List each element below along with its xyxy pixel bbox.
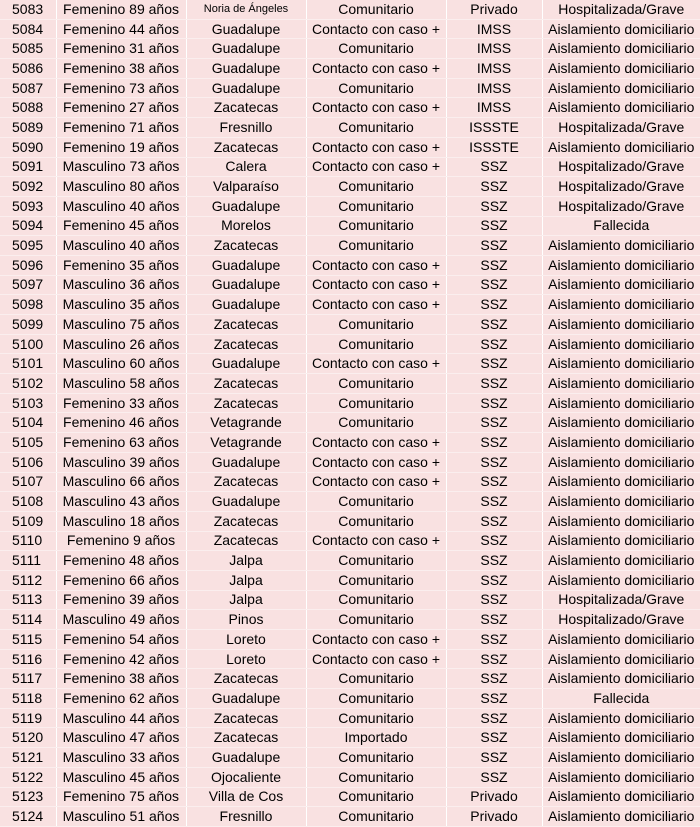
status-cell: Aislamiento domiciliario: [542, 787, 700, 807]
transmission-type-cell: Comunitario: [306, 708, 446, 728]
sex-age-cell: Masculino 51 años: [56, 807, 186, 827]
sex-age-cell: Femenino 45 años: [56, 216, 186, 236]
table-row: [0, 78, 700, 98]
case-id-cell: 5123: [0, 787, 56, 807]
sex-age-cell: Masculino 33 años: [56, 748, 186, 768]
municipality-cell: Ojocaliente: [186, 767, 306, 787]
case-id-cell: 5114: [0, 610, 56, 630]
institution-cell: Privado: [446, 0, 542, 19]
case-id-cell: 5107: [0, 472, 56, 492]
transmission-type-cell: Contacto con caso +: [306, 275, 446, 295]
institution-cell: SSZ: [446, 511, 542, 531]
table-row: [0, 196, 700, 216]
transmission-type-cell: Comunitario: [306, 787, 446, 807]
case-id-cell: 5099: [0, 315, 56, 335]
table-row: [0, 118, 700, 138]
institution-cell: SSZ: [446, 551, 542, 571]
table-row: [0, 19, 700, 39]
transmission-type-cell: Comunitario: [306, 0, 446, 19]
table-row: [0, 157, 700, 177]
status-cell: Aislamiento domiciliario: [542, 393, 700, 413]
status-cell: Aislamiento domiciliario: [542, 472, 700, 492]
sex-age-cell: Masculino 45 años: [56, 767, 186, 787]
table-row: [0, 59, 700, 79]
municipality-cell: Guadalupe: [186, 275, 306, 295]
municipality-cell: Fresnillo: [186, 807, 306, 827]
institution-cell: IMSS: [446, 78, 542, 98]
transmission-type-cell: Contacto con caso +: [306, 531, 446, 551]
municipality-cell: Zacatecas: [186, 531, 306, 551]
institution-cell: Privado: [446, 807, 542, 827]
sex-age-cell: Femenino 38 años: [56, 669, 186, 689]
case-id-cell: 5113: [0, 590, 56, 610]
sex-age-cell: Femenino 19 años: [56, 137, 186, 157]
transmission-type-cell: Comunitario: [306, 39, 446, 59]
transmission-type-cell: Contacto con caso +: [306, 157, 446, 177]
table-row: [0, 393, 700, 413]
table-row: [0, 531, 700, 551]
status-cell: Aislamiento domiciliario: [542, 59, 700, 79]
status-cell: Aislamiento domiciliario: [542, 354, 700, 374]
municipality-cell: Jalpa: [186, 570, 306, 590]
status-cell: Aislamiento domiciliario: [542, 452, 700, 472]
transmission-type-cell: Comunitario: [306, 374, 446, 394]
table-row: [0, 767, 700, 787]
municipality-cell: Loreto: [186, 630, 306, 650]
institution-cell: ISSSTE: [446, 118, 542, 138]
sex-age-cell: Femenino 62 años: [56, 689, 186, 709]
status-cell: Aislamiento domiciliario: [542, 78, 700, 98]
table-row: [0, 39, 700, 59]
status-cell: Hospitalizado/Grave: [542, 177, 700, 197]
status-cell: Fallecida: [542, 689, 700, 709]
case-id-cell: 5093: [0, 196, 56, 216]
transmission-type-cell: Contacto con caso +: [306, 255, 446, 275]
table-row: [0, 630, 700, 650]
sex-age-cell: Masculino 44 años: [56, 708, 186, 728]
transmission-type-cell: Contacto con caso +: [306, 472, 446, 492]
sex-age-cell: Femenino 27 años: [56, 98, 186, 118]
sex-age-cell: Femenino 73 años: [56, 78, 186, 98]
municipality-cell: Guadalupe: [186, 196, 306, 216]
institution-cell: SSZ: [446, 295, 542, 315]
sex-age-cell: Masculino 73 años: [56, 157, 186, 177]
institution-cell: SSZ: [446, 236, 542, 256]
sex-age-cell: Femenino 44 años: [56, 19, 186, 39]
transmission-type-cell: Comunitario: [306, 669, 446, 689]
transmission-type-cell: Comunitario: [306, 118, 446, 138]
institution-cell: SSZ: [446, 669, 542, 689]
institution-cell: IMSS: [446, 98, 542, 118]
transmission-type-cell: Contacto con caso +: [306, 98, 446, 118]
institution-cell: SSZ: [446, 275, 542, 295]
municipality-cell: Fresnillo: [186, 118, 306, 138]
status-cell: Aislamiento domiciliario: [542, 531, 700, 551]
institution-cell: SSZ: [446, 649, 542, 669]
transmission-type-cell: Comunitario: [306, 413, 446, 433]
institution-cell: SSZ: [446, 374, 542, 394]
transmission-type-cell: Contacto con caso +: [306, 452, 446, 472]
case-id-cell: 5110: [0, 531, 56, 551]
transmission-type-cell: Comunitario: [306, 393, 446, 413]
institution-cell: SSZ: [446, 393, 542, 413]
case-id-cell: 5119: [0, 708, 56, 728]
institution-cell: SSZ: [446, 590, 542, 610]
transmission-type-cell: Comunitario: [306, 216, 446, 236]
transmission-type-cell: Contacto con caso +: [306, 295, 446, 315]
institution-cell: SSZ: [446, 630, 542, 650]
municipality-cell: Zacatecas: [186, 315, 306, 335]
sex-age-cell: Femenino 38 años: [56, 59, 186, 79]
transmission-type-cell: Contacto con caso +: [306, 354, 446, 374]
sex-age-cell: Femenino 89 años: [56, 0, 186, 19]
municipality-cell: Guadalupe: [186, 492, 306, 512]
status-cell: Aislamiento domiciliario: [542, 669, 700, 689]
institution-cell: SSZ: [446, 315, 542, 335]
status-cell: Hospitalizado/Grave: [542, 196, 700, 216]
municipality-cell: Zacatecas: [186, 374, 306, 394]
status-cell: Aislamiento domiciliario: [542, 19, 700, 39]
case-id-cell: 5095: [0, 236, 56, 256]
case-id-cell: 5118: [0, 689, 56, 709]
table-row: [0, 551, 700, 571]
sex-age-cell: Femenino 75 años: [56, 787, 186, 807]
table-row: [0, 472, 700, 492]
transmission-type-cell: Comunitario: [306, 551, 446, 571]
table-row: [0, 669, 700, 689]
case-id-cell: 5122: [0, 767, 56, 787]
sex-age-cell: Femenino 9 años: [56, 531, 186, 551]
municipality-cell: Guadalupe: [186, 689, 306, 709]
institution-cell: SSZ: [446, 708, 542, 728]
municipality-cell: Guadalupe: [186, 78, 306, 98]
case-id-cell: 5083: [0, 0, 56, 19]
municipality-cell: Zacatecas: [186, 236, 306, 256]
case-id-cell: 5101: [0, 354, 56, 374]
municipality-cell: Guadalupe: [186, 452, 306, 472]
status-cell: Aislamiento domiciliario: [542, 630, 700, 650]
municipality-cell: Morelos: [186, 216, 306, 236]
transmission-type-cell: Contacto con caso +: [306, 19, 446, 39]
transmission-type-cell: Comunitario: [306, 315, 446, 335]
municipality-cell: Guadalupe: [186, 39, 306, 59]
status-cell: Aislamiento domiciliario: [542, 433, 700, 453]
institution-cell: SSZ: [446, 610, 542, 630]
institution-cell: SSZ: [446, 433, 542, 453]
status-cell: Aislamiento domiciliario: [542, 413, 700, 433]
sex-age-cell: Masculino 40 años: [56, 196, 186, 216]
case-id-cell: 5116: [0, 649, 56, 669]
municipality-cell: Jalpa: [186, 551, 306, 571]
case-id-cell: 5106: [0, 452, 56, 472]
transmission-type-cell: Contacto con caso +: [306, 433, 446, 453]
case-id-cell: 5104: [0, 413, 56, 433]
institution-cell: SSZ: [446, 767, 542, 787]
case-id-cell: 5105: [0, 433, 56, 453]
municipality-cell: Vetagrande: [186, 433, 306, 453]
municipality-cell: Zacatecas: [186, 393, 306, 413]
municipality-cell: Guadalupe: [186, 255, 306, 275]
table-row: [0, 492, 700, 512]
status-cell: Aislamiento domiciliario: [542, 236, 700, 256]
table-row: [0, 334, 700, 354]
transmission-type-cell: Comunitario: [306, 767, 446, 787]
institution-cell: SSZ: [446, 689, 542, 709]
status-cell: Hospitalizada/Grave: [542, 0, 700, 19]
case-id-cell: 5121: [0, 748, 56, 768]
case-id-cell: 5120: [0, 728, 56, 748]
sex-age-cell: Femenino 39 años: [56, 590, 186, 610]
case-id-cell: 5090: [0, 137, 56, 157]
institution-cell: IMSS: [446, 19, 542, 39]
municipality-cell: Guadalupe: [186, 19, 306, 39]
transmission-type-cell: Comunitario: [306, 177, 446, 197]
status-cell: Hospitalizada/Grave: [542, 590, 700, 610]
table-row: [0, 295, 700, 315]
institution-cell: SSZ: [446, 472, 542, 492]
table-row: [0, 649, 700, 669]
municipality-cell: Zacatecas: [186, 472, 306, 492]
case-id-cell: 5087: [0, 78, 56, 98]
case-id-cell: 5085: [0, 39, 56, 59]
transmission-type-cell: Comunitario: [306, 511, 446, 531]
status-cell: Aislamiento domiciliario: [542, 767, 700, 787]
case-id-cell: 5102: [0, 374, 56, 394]
sex-age-cell: Femenino 42 años: [56, 649, 186, 669]
table-row: [0, 98, 700, 118]
status-cell: Aislamiento domiciliario: [542, 511, 700, 531]
municipality-cell: Pinos: [186, 610, 306, 630]
sex-age-cell: Masculino 40 años: [56, 236, 186, 256]
municipality-cell: Zacatecas: [186, 98, 306, 118]
status-cell: Aislamiento domiciliario: [542, 492, 700, 512]
municipality-cell: Guadalupe: [186, 354, 306, 374]
status-cell: Hospitalizada/Grave: [542, 118, 700, 138]
case-id-cell: 5111: [0, 551, 56, 571]
municipality-cell: Guadalupe: [186, 59, 306, 79]
sex-age-cell: Masculino 43 años: [56, 492, 186, 512]
transmission-type-cell: Comunitario: [306, 334, 446, 354]
transmission-type-cell: Contacto con caso +: [306, 59, 446, 79]
status-cell: Hospitalizado/Grave: [542, 157, 700, 177]
table-row: [0, 748, 700, 768]
case-id-cell: 5108: [0, 492, 56, 512]
table-row: [0, 511, 700, 531]
institution-cell: SSZ: [446, 334, 542, 354]
status-cell: Hospitalizado/Grave: [542, 610, 700, 630]
institution-cell: IMSS: [446, 39, 542, 59]
municipality-cell: Zacatecas: [186, 669, 306, 689]
table-row: [0, 0, 700, 19]
status-cell: Aislamiento domiciliario: [542, 275, 700, 295]
sex-age-cell: Masculino 35 años: [56, 295, 186, 315]
municipality-cell: Zacatecas: [186, 334, 306, 354]
case-id-cell: 5098: [0, 295, 56, 315]
status-cell: Aislamiento domiciliario: [542, 708, 700, 728]
status-cell: Aislamiento domiciliario: [542, 39, 700, 59]
sex-age-cell: Masculino 39 años: [56, 452, 186, 472]
transmission-type-cell: Contacto con caso +: [306, 630, 446, 650]
institution-cell: SSZ: [446, 216, 542, 236]
case-id-cell: 5103: [0, 393, 56, 413]
status-cell: Aislamiento domiciliario: [542, 315, 700, 335]
status-cell: Aislamiento domiciliario: [542, 98, 700, 118]
status-cell: Aislamiento domiciliario: [542, 551, 700, 571]
table-row: [0, 275, 700, 295]
table-row: [0, 570, 700, 590]
institution-cell: SSZ: [446, 413, 542, 433]
municipality-cell: Valparaíso: [186, 177, 306, 197]
case-id-cell: 5112: [0, 570, 56, 590]
status-cell: Aislamiento domiciliario: [542, 748, 700, 768]
municipality-cell: Noria de Ángeles: [186, 0, 306, 19]
municipality-cell: Guadalupe: [186, 295, 306, 315]
table-row: [0, 590, 700, 610]
case-id-cell: 5109: [0, 511, 56, 531]
sex-age-cell: Femenino 48 años: [56, 551, 186, 571]
institution-cell: SSZ: [446, 748, 542, 768]
transmission-type-cell: Comunitario: [306, 590, 446, 610]
sex-age-cell: Masculino 80 años: [56, 177, 186, 197]
table-row: [0, 787, 700, 807]
status-cell: Fallecida: [542, 216, 700, 236]
sex-age-cell: Femenino 35 años: [56, 255, 186, 275]
case-id-cell: 5115: [0, 630, 56, 650]
status-cell: Aislamiento domiciliario: [542, 295, 700, 315]
municipality-cell: Zacatecas: [186, 728, 306, 748]
table-row: [0, 689, 700, 709]
case-id-cell: 5100: [0, 334, 56, 354]
institution-cell: IMSS: [446, 59, 542, 79]
sex-age-cell: Masculino 26 años: [56, 334, 186, 354]
transmission-type-cell: Comunitario: [306, 78, 446, 98]
table-row: [0, 354, 700, 374]
institution-cell: SSZ: [446, 728, 542, 748]
status-cell: Aislamiento domiciliario: [542, 728, 700, 748]
case-id-cell: 5086: [0, 59, 56, 79]
municipality-cell: Calera: [186, 157, 306, 177]
institution-cell: SSZ: [446, 157, 542, 177]
transmission-type-cell: Importado: [306, 728, 446, 748]
municipality-cell: Zacatecas: [186, 137, 306, 157]
institution-cell: SSZ: [446, 531, 542, 551]
municipality-cell: Villa de Cos: [186, 787, 306, 807]
case-id-cell: 5096: [0, 255, 56, 275]
table-row: [0, 610, 700, 630]
table-row: [0, 728, 700, 748]
municipality-cell: Jalpa: [186, 590, 306, 610]
table-row: [0, 177, 700, 197]
institution-cell: SSZ: [446, 177, 542, 197]
status-cell: Aislamiento domiciliario: [542, 255, 700, 275]
case-id-cell: 5089: [0, 118, 56, 138]
status-cell: Aislamiento domiciliario: [542, 374, 700, 394]
municipality-cell: Zacatecas: [186, 511, 306, 531]
sex-age-cell: Masculino 66 años: [56, 472, 186, 492]
institution-cell: SSZ: [446, 452, 542, 472]
institution-cell: SSZ: [446, 354, 542, 374]
status-cell: Aislamiento domiciliario: [542, 334, 700, 354]
municipality-cell: Zacatecas: [186, 708, 306, 728]
table-row: [0, 236, 700, 256]
case-id-cell: 5117: [0, 669, 56, 689]
institution-cell: SSZ: [446, 492, 542, 512]
sex-age-cell: Masculino 36 años: [56, 275, 186, 295]
institution-cell: SSZ: [446, 196, 542, 216]
sex-age-cell: Masculino 49 años: [56, 610, 186, 630]
sex-age-cell: Femenino 71 años: [56, 118, 186, 138]
sex-age-cell: Femenino 66 años: [56, 570, 186, 590]
transmission-type-cell: Comunitario: [306, 689, 446, 709]
status-cell: Aislamiento domiciliario: [542, 807, 700, 827]
municipality-cell: Guadalupe: [186, 748, 306, 768]
sex-age-cell: Masculino 47 años: [56, 728, 186, 748]
municipality-cell: Vetagrande: [186, 413, 306, 433]
transmission-type-cell: Comunitario: [306, 236, 446, 256]
case-id-cell: 5097: [0, 275, 56, 295]
sex-age-cell: Masculino 58 años: [56, 374, 186, 394]
case-id-cell: 5091: [0, 157, 56, 177]
transmission-type-cell: Contacto con caso +: [306, 137, 446, 157]
sex-age-cell: Femenino 31 años: [56, 39, 186, 59]
case-id-cell: 5124: [0, 807, 56, 827]
sex-age-cell: Femenino 33 años: [56, 393, 186, 413]
institution-cell: Privado: [446, 787, 542, 807]
institution-cell: ISSSTE: [446, 137, 542, 157]
case-id-cell: 5084: [0, 19, 56, 39]
status-cell: Aislamiento domiciliario: [542, 570, 700, 590]
transmission-type-cell: Comunitario: [306, 570, 446, 590]
table-row: [0, 374, 700, 394]
institution-cell: SSZ: [446, 570, 542, 590]
transmission-type-cell: Comunitario: [306, 807, 446, 827]
sex-age-cell: Femenino 54 años: [56, 630, 186, 650]
status-cell: Aislamiento domiciliario: [542, 137, 700, 157]
table-row: [0, 708, 700, 728]
case-id-cell: 5088: [0, 98, 56, 118]
institution-cell: SSZ: [446, 255, 542, 275]
municipality-cell: Loreto: [186, 649, 306, 669]
table-row: [0, 807, 700, 827]
transmission-type-cell: Comunitario: [306, 196, 446, 216]
table-row: [0, 452, 700, 472]
table-row: [0, 315, 700, 335]
sex-age-cell: Masculino 18 años: [56, 511, 186, 531]
table-row: [0, 137, 700, 157]
sex-age-cell: Masculino 60 años: [56, 354, 186, 374]
sex-age-cell: Masculino 75 años: [56, 315, 186, 335]
table-row: [0, 433, 700, 453]
table-row: [0, 216, 700, 236]
transmission-type-cell: Comunitario: [306, 748, 446, 768]
transmission-type-cell: Contacto con caso +: [306, 649, 446, 669]
transmission-type-cell: Comunitario: [306, 610, 446, 630]
case-id-cell: 5092: [0, 177, 56, 197]
sex-age-cell: Femenino 63 años: [56, 433, 186, 453]
transmission-type-cell: Comunitario: [306, 492, 446, 512]
table-row: [0, 255, 700, 275]
sex-age-cell: Femenino 46 años: [56, 413, 186, 433]
status-cell: Aislamiento domiciliario: [542, 649, 700, 669]
case-id-cell: 5094: [0, 216, 56, 236]
table-row: [0, 413, 700, 433]
